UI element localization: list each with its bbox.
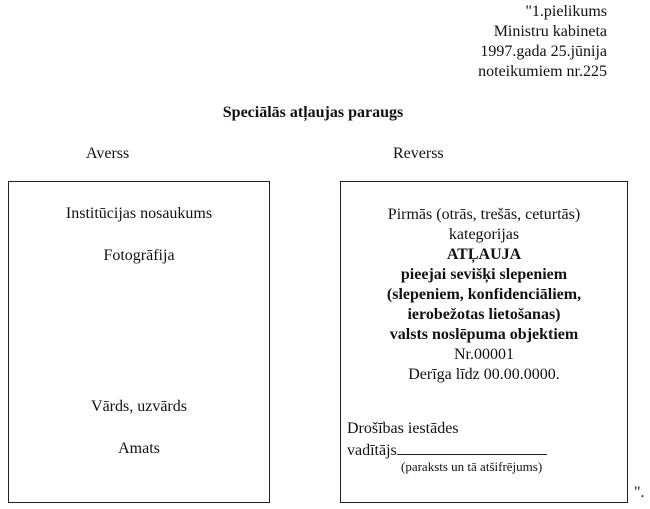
name-surname: Vārds, uzvārds [91,398,187,415]
reverss-label: Reverss [393,145,444,162]
access-line-3: ierobežotas lietošanas) [407,306,561,323]
category-word: kategorijas [448,226,520,243]
permit-number: Nr.00001 [454,346,514,363]
access-line-2: (slepeniem, konfidenciāliem, [386,286,582,303]
category-line: Pirmās (otrās, trešās, ceturtās) [387,206,581,223]
access-line-1: pieejai sevišķi slepeniem [400,266,568,283]
permit-heading: ATĻAUJA [446,246,522,263]
institution-name: Institūcijas nosaukums [65,205,213,222]
annex-line-2: Ministru kabineta [493,23,607,40]
signature-label-1: Drošības iestādes [347,420,459,437]
access-line-4: valsts noslēpuma objektiem [389,326,579,343]
valid-until: Derīga līdz 00.00.0000. [408,366,560,383]
annex-header [478,2,607,82]
signature-note: (paraksts un tā atšifrējums) [401,459,543,474]
averss-label: Averss [86,145,130,162]
signature-line [397,440,547,455]
permit-text [341,205,627,385]
photo-placeholder: Fotogrāfija [103,247,175,264]
position-title: Amats [118,440,160,457]
annex-line-4: noteikumiem nr.225 [478,63,607,80]
annex-line-1: "1.pielikums [525,3,607,20]
document-title: Speciālās atļaujas paraugs [222,104,404,121]
signature-label-2: vadītājs [347,442,397,459]
annex-line-3: 1997.gada 25.jūnija [480,43,607,60]
averss-panel [8,181,270,503]
closing-quote: ". [634,484,645,501]
signature-block [347,418,547,462]
reverss-panel [340,181,628,503]
